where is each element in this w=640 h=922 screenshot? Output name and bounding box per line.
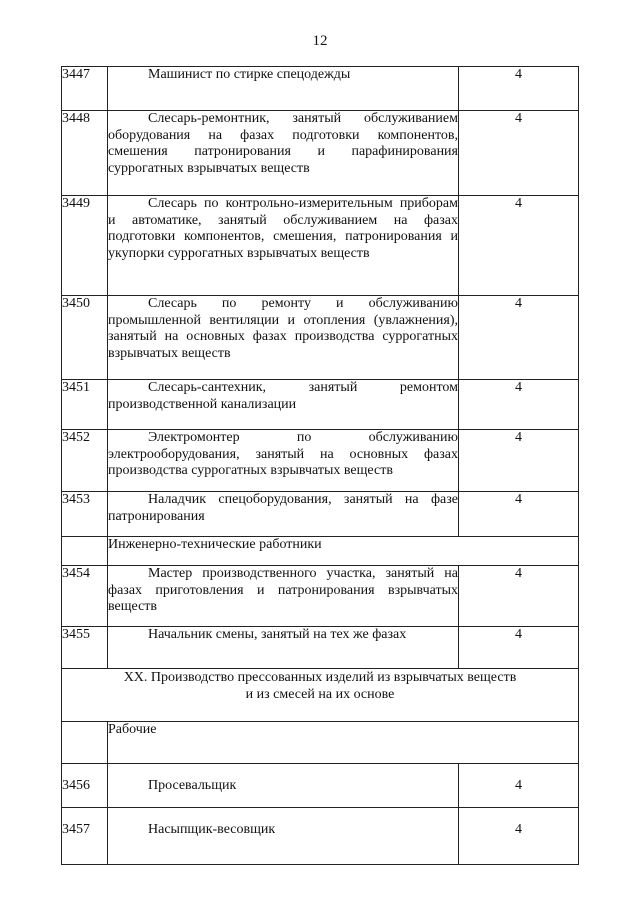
row-value: 4 [459,492,579,537]
row-code: 3453 [62,492,108,537]
table-row [62,380,579,430]
row-code: 3457 [62,808,108,865]
row-value: 4 [459,380,579,430]
table-row [62,627,579,669]
section-heading-line1: XX. Производство прессованных изделий из взрывчатых веществ [123,670,517,685]
table-row [62,67,579,111]
occupation-table [61,66,579,865]
table-row [62,111,579,196]
table-row [62,566,579,627]
row-code: 3450 [62,296,108,380]
row-code: 3454 [62,566,108,627]
row-occupation: Электромонтер по обслуживанию электрооборудования, занятый на основных фазах производства суррогатных взрывчатых веществ [108,430,459,492]
row-code: 3452 [62,430,108,492]
row-occupation: Насыпщик-весовщик [108,808,459,865]
row-occupation: Начальник смены, занятый на тех же фазах [108,627,459,669]
row-value: 4 [459,764,579,808]
row-code: 3451 [62,380,108,430]
row-value: 4 [459,430,579,492]
row-value: 4 [459,808,579,865]
subheading-workers: Рабочие [108,722,579,764]
row-code: 3448 [62,111,108,196]
row-occupation: Слесарь по ремонту и обслуживанию промышленной вентиляции и отопления (увлажнения), занятый на основных фазах производства суррогатных взрывчатых веществ [108,296,459,380]
table-row [62,808,579,865]
row-code: 3456 [62,764,108,808]
row-code: 3447 [62,67,108,111]
row-value: 4 [459,296,579,380]
row-code: 3455 [62,627,108,669]
table-row [62,430,579,492]
row-occupation: Наладчик спецоборудования, занятый на фазе патронирования [108,492,459,537]
row-occupation: Слесарь-сантехник, занятый ремонтом производственной канализации [108,380,459,430]
subheading-row [62,722,579,764]
row-occupation: Машинист по стирке спецодежды [108,67,459,111]
row-value: 4 [459,566,579,627]
section-row [62,669,579,722]
section-heading [62,669,579,722]
row-value: 4 [459,196,579,296]
row-value: 4 [459,111,579,196]
page-number: 12 [312,33,328,49]
table-row [62,296,579,380]
table-row [62,196,579,296]
subheading-itr: Инженерно-технические работники [108,537,579,566]
table-row [62,492,579,537]
section-heading-line2: и из смесей на их основе [245,687,395,702]
row-code: 3449 [62,196,108,296]
row-occupation: Мастер производственного участка, занятый на фазах приготовления и патронирования взрывчатых веществ [108,566,459,627]
row-value: 4 [459,67,579,111]
table-row [62,764,579,808]
row-occupation: Просевальщик [108,764,459,808]
row-occupation: Слесарь по контрольно-измерительным приборам и автоматике, занятый обслуживанием на фазах подготовки компонентов, смешения, патронирования и укупорки суррогатных взрывчатых веществ [108,196,459,296]
row-value: 4 [459,627,579,669]
subheading-row [62,537,579,566]
row-occupation: Слесарь-ремонтник, занятый обслуживанием оборудования на фазах подготовки компонентов, смешения патронирования и парафинирования суррогатных взрывчатых веществ [108,111,459,196]
